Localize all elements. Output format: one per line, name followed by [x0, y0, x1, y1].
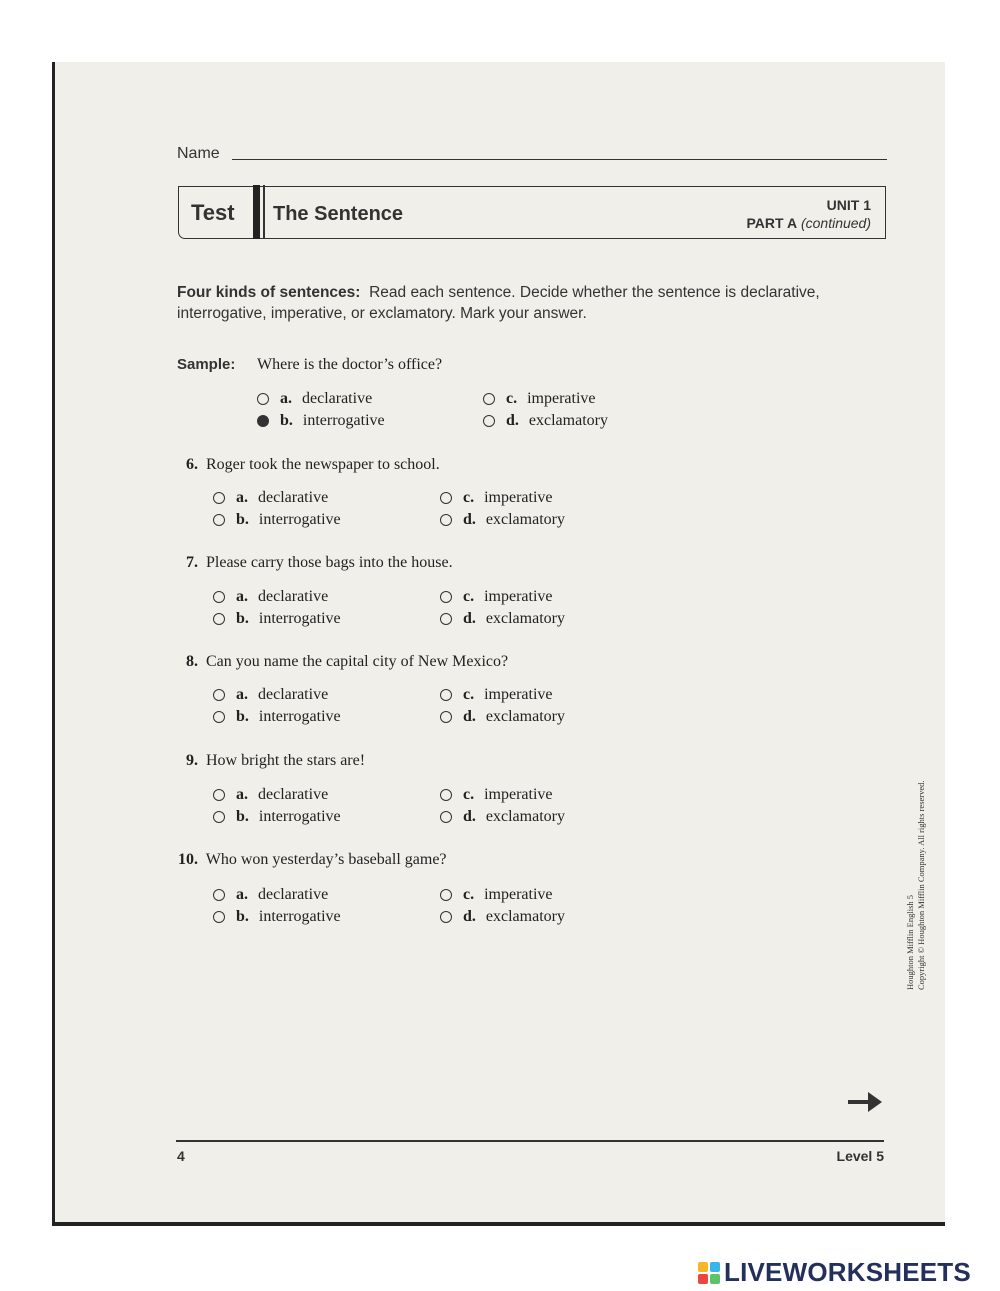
sample-option-a[interactable]: a. declarative: [257, 390, 372, 408]
page-number: 4: [177, 1148, 185, 1164]
sample-option-d[interactable]: d. exclamatory: [483, 412, 608, 430]
question-8: 8. Can you name the capital city of New Mexico?: [186, 653, 509, 670]
answer-bubble[interactable]: [440, 889, 452, 901]
name-line[interactable]: [232, 159, 887, 160]
header-divider-thin: [263, 185, 265, 239]
answer-bubble[interactable]: [440, 789, 452, 801]
footer-rule: [176, 1140, 884, 1142]
q10-option-d[interactable]: d. exclamatory: [440, 908, 565, 926]
answer-bubble[interactable]: [213, 689, 225, 701]
question-9: 9. How bright the stars are!: [186, 752, 366, 769]
question-10: 10. Who won yesterday’s baseball game?: [178, 851, 447, 868]
brand-logo-icon: [698, 1262, 720, 1284]
page-title: The Sentence: [273, 203, 404, 225]
answer-bubble[interactable]: [440, 613, 452, 625]
q8-option-a[interactable]: a. declarative: [213, 686, 328, 704]
q6-option-a[interactable]: a. declarative: [213, 489, 328, 507]
sample-option-b[interactable]: b. interrogative: [257, 412, 385, 430]
q7-option-a[interactable]: a. declarative: [213, 588, 328, 606]
answer-bubble[interactable]: [213, 591, 225, 603]
q7-option-c[interactable]: c. imperative: [440, 588, 553, 606]
answer-bubble[interactable]: [483, 393, 495, 405]
q6-option-c[interactable]: c. imperative: [440, 489, 553, 507]
answer-bubble[interactable]: [440, 911, 452, 923]
sample-question: Where is the doctor’s office?: [257, 356, 443, 373]
unit-label: UNIT 1: [826, 197, 871, 213]
answer-bubble[interactable]: [213, 811, 225, 823]
q9-option-a[interactable]: a. declarative: [213, 786, 328, 804]
q9-option-d[interactable]: d. exclamatory: [440, 808, 565, 826]
sample-option-c[interactable]: c. imperative: [483, 390, 596, 408]
q9-option-c[interactable]: c. imperative: [440, 786, 553, 804]
answer-bubble[interactable]: [257, 393, 269, 405]
answer-bubble[interactable]: [213, 711, 225, 723]
q8-option-b[interactable]: b. interrogative: [213, 708, 341, 726]
answer-bubble[interactable]: [440, 591, 452, 603]
answer-bubble[interactable]: [213, 889, 225, 901]
name-label: Name: [177, 145, 220, 162]
level-label: Level 5: [836, 1148, 884, 1164]
test-header: [178, 186, 886, 239]
q9-option-b[interactable]: b. interrogative: [213, 808, 341, 826]
answer-bubble[interactable]: [440, 811, 452, 823]
answer-bubble[interactable]: [213, 514, 225, 526]
answer-bubble[interactable]: [440, 514, 452, 526]
q10-option-a[interactable]: a. declarative: [213, 886, 328, 904]
header-divider: [253, 185, 260, 239]
answer-bubble-filled[interactable]: [257, 415, 269, 427]
q7-option-b[interactable]: b. interrogative: [213, 610, 341, 628]
copyright-notice: Houghton Mifflin English 5 Copyright © Houghton Mifflin Company. All rights reserved.: [905, 780, 926, 990]
q8-option-c[interactable]: c. imperative: [440, 686, 553, 704]
answer-bubble[interactable]: [213, 911, 225, 923]
q6-option-b[interactable]: b. interrogative: [213, 511, 341, 529]
q10-option-b[interactable]: b. interrogative: [213, 908, 341, 926]
test-label: Test: [191, 200, 235, 225]
answer-bubble[interactable]: [440, 492, 452, 504]
q7-option-d[interactable]: d. exclamatory: [440, 610, 565, 628]
liveworksheets-logo: [698, 1257, 971, 1288]
answer-bubble[interactable]: [483, 415, 495, 427]
continue-arrow-icon: [846, 1089, 886, 1115]
instructions-lead: Four kinds of sentences:: [177, 284, 361, 301]
brand-name: LIVEWORKSHEETS: [724, 1257, 971, 1287]
instructions-text: Read each sentence. Decide whether the sentence is declarative, interrogative, imperative, or exclamatory. Mark your answer.: [177, 284, 820, 322]
question-6: 6. Roger took the newspaper to school.: [186, 456, 440, 473]
answer-bubble[interactable]: [213, 613, 225, 625]
q10-option-c[interactable]: c. imperative: [440, 886, 553, 904]
q6-option-d[interactable]: d. exclamatory: [440, 511, 565, 529]
question-7: 7. Please carry those bags into the house.: [186, 554, 453, 571]
q8-option-d[interactable]: d. exclamatory: [440, 708, 565, 726]
answer-bubble[interactable]: [213, 492, 225, 504]
answer-bubble[interactable]: [440, 711, 452, 723]
answer-bubble[interactable]: [213, 789, 225, 801]
part-label: PART A (continued): [746, 215, 871, 231]
sample-label: Sample:: [177, 356, 236, 373]
instructions: [177, 282, 837, 324]
answer-bubble[interactable]: [440, 689, 452, 701]
